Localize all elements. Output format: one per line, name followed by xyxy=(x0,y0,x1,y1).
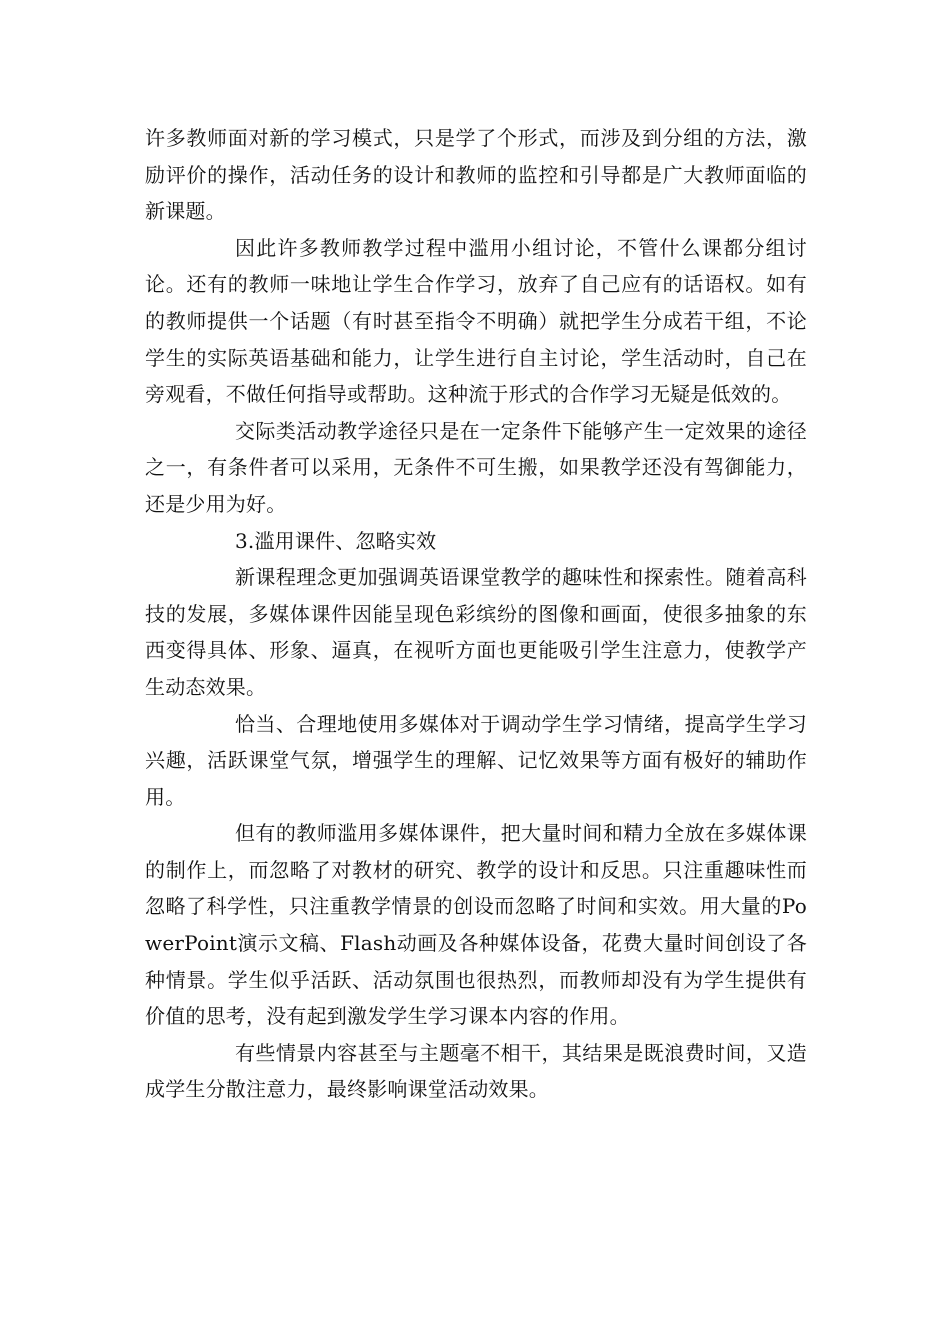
paragraph-multimedia-misuse: 但有的教师滥用多媒体课件，把大量时间和精力全放在多媒体课的制作上，而忽略了对教材的研究、教学的设计和反思。只注重趣味性而忽略了科学性，只注重教学情景的创设而忽略了时间和实效。用大量的PowerPoint演示文稿、Flash动画及各种媒体设备，花费大量时间创设了各种情景。学生似乎活跃、活动氛围也很热烈，而教师却没有为学生提供有价值的思考，没有起到激发学生学习课本内容的作用。 xyxy=(145,821,807,1029)
paragraph-proper-multimedia: 恰当、合理地使用多媒体对于调动学生学习情绪，提高学生学习兴趣，活跃课堂气氛，增强学生的理解、记忆效果等方面有极好的辅助作用。 xyxy=(145,711,807,809)
paragraph-intro-continued: 许多教师面对新的学习模式，只是学了个形式，而涉及到分组的方法，激励评价的操作，活动任务的设计和教师的监控和引导都是广大教师面临的新课题。 xyxy=(145,126,807,224)
paragraph-new-curriculum: 新课程理念更加强调英语课堂教学的趣味性和探索性。随着高科技的发展，多媒体课件因能呈现色彩缤纷的图像和画面，使很多抽象的东西变得具体、形象、逼真，在视听方面也更能吸引学生注意力，使教学产生动态效果。 xyxy=(145,565,807,699)
section-heading-courseware: 3.滥用课件、忽略实效 xyxy=(235,528,437,553)
paragraph-group-discussion: 因此许多教师教学过程中滥用小组讨论，不管什么课都分组讨论。还有的教师一味地让学生合作学习，放弃了自己应有的话语权。如有的教师提供一个话题（有时甚至指令不明确）就把学生分成若干组，不论学生的实际英语基础和能力，让学生进行自主讨论，学生活动时，自己在旁观看，不做任何指导或帮助。这种流于形式的合作学习无疑是低效的。 xyxy=(145,235,807,407)
paragraph-communicative-approach: 交际类活动教学途径只是在一定条件下能够产生一定效果的途径之一，有条件者可以采用，无条件不可生搬，如果教学还没有驾御能力，还是少用为好。 xyxy=(145,418,807,516)
paragraph-irrelevant-scenes: 有些情景内容甚至与主题毫不相干，其结果是既浪费时间，又造成学生分散注意力，最终影响课堂活动效果。 xyxy=(145,1040,807,1102)
document-body xyxy=(145,120,807,1108)
